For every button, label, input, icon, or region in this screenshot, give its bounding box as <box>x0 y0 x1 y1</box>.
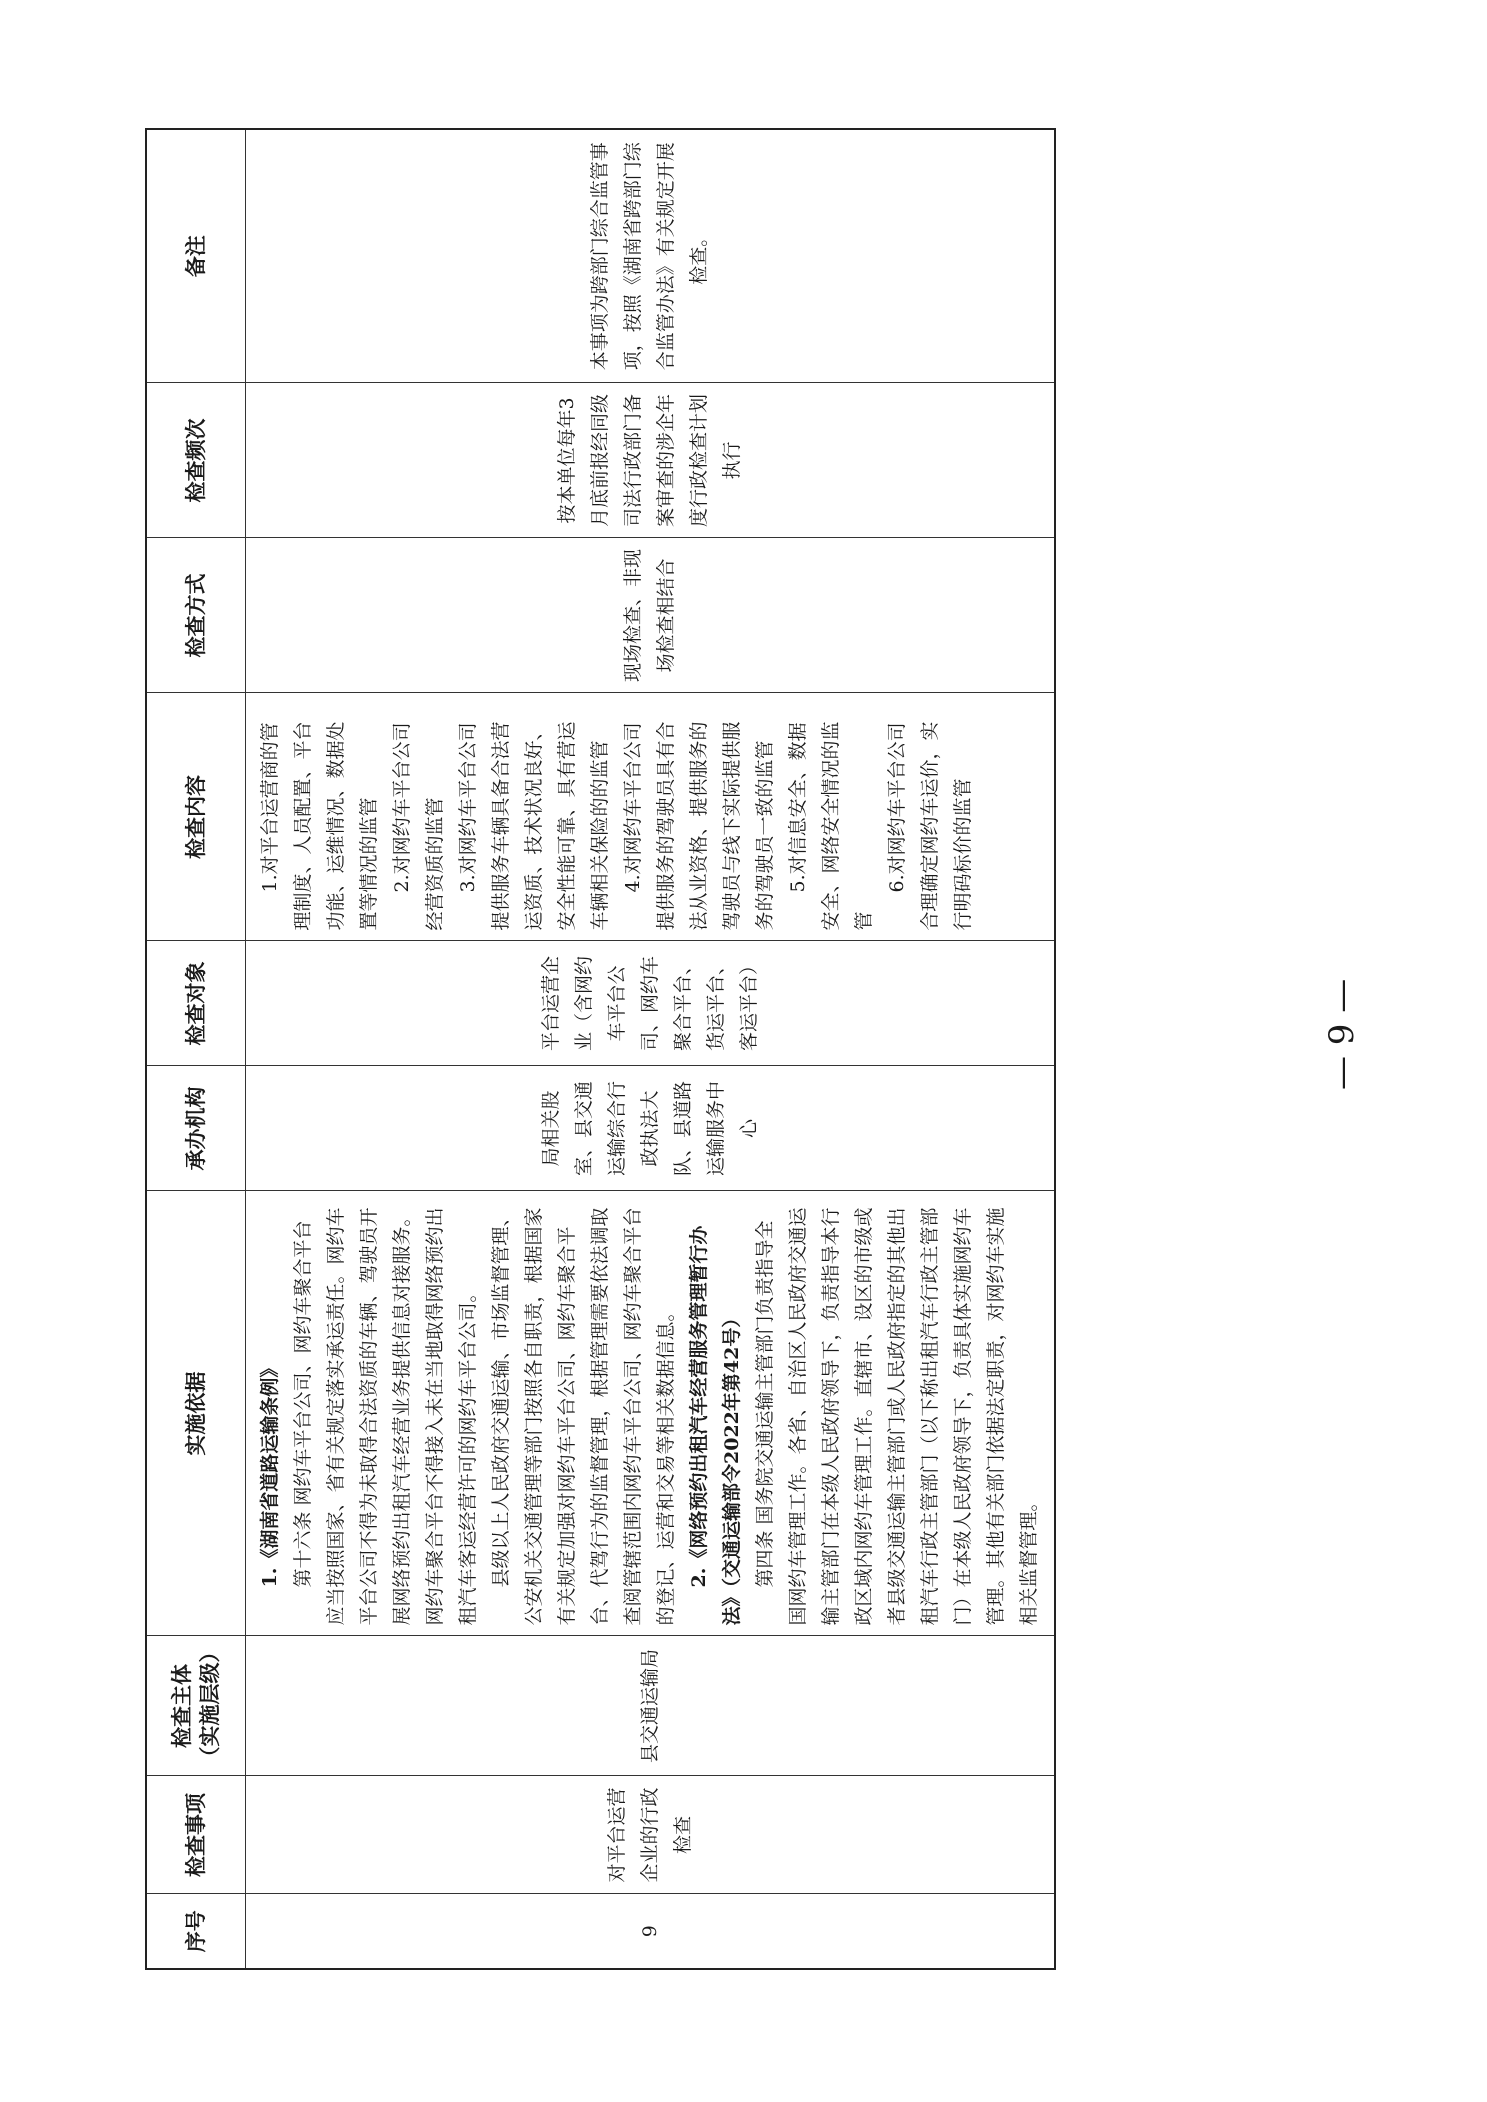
table-header-row <box>146 129 246 1969</box>
header-remark: 备注 <box>146 129 246 383</box>
content-item: 4.对网约车平台公司提供服务的驾驶员具有合法从业资格、提供服务的驾驶员与线下实际提供服务的驾驶员一致的监管 <box>622 721 776 931</box>
content-item: 1.对平台运营商的管理制度、人员配置、平台功能、运维情况、数据处置等情况的监管 <box>259 721 380 931</box>
cell-content <box>246 693 1056 941</box>
cell-method: 现场检查、非现场检查相结合 <box>246 538 1056 693</box>
header-item: 检查事项 <box>146 1776 246 1894</box>
content-item: 6.对网约车平台公司合理确定网约车运价，实行明码标价的监管 <box>886 721 974 931</box>
cell-remark: 本事项为跨部门综合监管事项，按照《湖南省跨部门综合监管办法》有关规定开展检查。 <box>246 129 1056 383</box>
content-item: 2.对网约车平台公司经营资质的监管 <box>391 722 446 931</box>
header-basis: 实施依据 <box>146 1191 246 1636</box>
basis-law1-title: 1.《湖南省道路运输条例》 <box>259 1358 281 1588</box>
content-item: 5.对信息安全、数据安全、网络安全情况的监管 <box>787 721 875 931</box>
cell-item: 对平台运营企业的行政检查 <box>246 1776 1056 1894</box>
header-object: 检查对象 <box>146 941 246 1066</box>
cell-no: 9 <box>246 1894 1056 1969</box>
page-number: — 9 — <box>1322 978 1362 1090</box>
table-row <box>246 129 1056 1969</box>
basis-law2-paragraph: 第四条 国务院交通运输主管部门负责指导全国网约车管理工作。各省、自治区人民政府交通运输主管部门在本级人民政府领导下，负责指导本行政区域内网约车管理工作。直辖市、设区的市级或者县级交通运输主管部门或人民政府指定的其他出租汽车行政主管部门（以下称出租汽车行政主管部门）在本级人民政府领导下，负责具体实施网约车管理。其他有关部门依据法定职责，对网约车实施相关监督管理。 <box>754 1207 1040 1626</box>
header-subject: 检查主体（实施层级） <box>146 1636 246 1776</box>
content-item: 3.对网约车平台公司提供服务车辆具备合法营运资质、技术状况良好、安全性能可靠、具有营运车辆相关保险的的监管 <box>457 721 611 931</box>
header-no: 序号 <box>146 1894 246 1969</box>
cell-agency: 局相关股室、县交通运输综合行政执法大队、县道路运输服务中心 <box>246 1066 1056 1191</box>
cell-object: 平台运营企业（含网约车平台公司、网约车聚合平台、货运平台、客运平台） <box>246 941 1056 1066</box>
header-method: 检查方式 <box>146 538 246 693</box>
header-agency: 承办机构 <box>146 1066 246 1191</box>
cell-subject: 县交通运输局 <box>246 1636 1056 1776</box>
header-content: 检查内容 <box>146 693 246 941</box>
basis-law1-paragraph: 第十六条 网约车平台公司、网约车聚合平台应当按照国家、省有关规定落实承运责任。网约车平台公司不得为未取得合法资质的车辆、驾驶员开展网络预约出租汽车经营业务提供信息对接服务。网约车聚合平台不得接入未在当地取得网络预约出租汽车客运经营许可的网约车平台公司。 <box>292 1207 479 1626</box>
basis-law1-paragraph: 县级以上人民政府交通运输、市场监督管理、公安机关交通管理等部门按照各自职责，根据国家有关规定加强对网约车平台公司、网约车聚合平台、代驾行为的监督管理，根据管理需要依法调取查阅管辖范围内网约车平台公司、网约车聚合平台的登记、运营和交易等相关数据信息。 <box>490 1207 677 1626</box>
cell-frequency: 按本单位每年3月底前报经同级司法行政部门备案审查的涉企年度行政检查计划执行 <box>246 383 1056 538</box>
header-frequency: 检查频次 <box>146 383 246 538</box>
inspection-table <box>145 128 1056 1970</box>
basis-law2-title: 2.《网络预约出租汽车经营服务管理暂行办法》（交通运输部令2022年第42号） <box>688 1225 743 1626</box>
rotated-table-stage <box>145 130 1040 1970</box>
cell-basis <box>246 1191 1056 1636</box>
